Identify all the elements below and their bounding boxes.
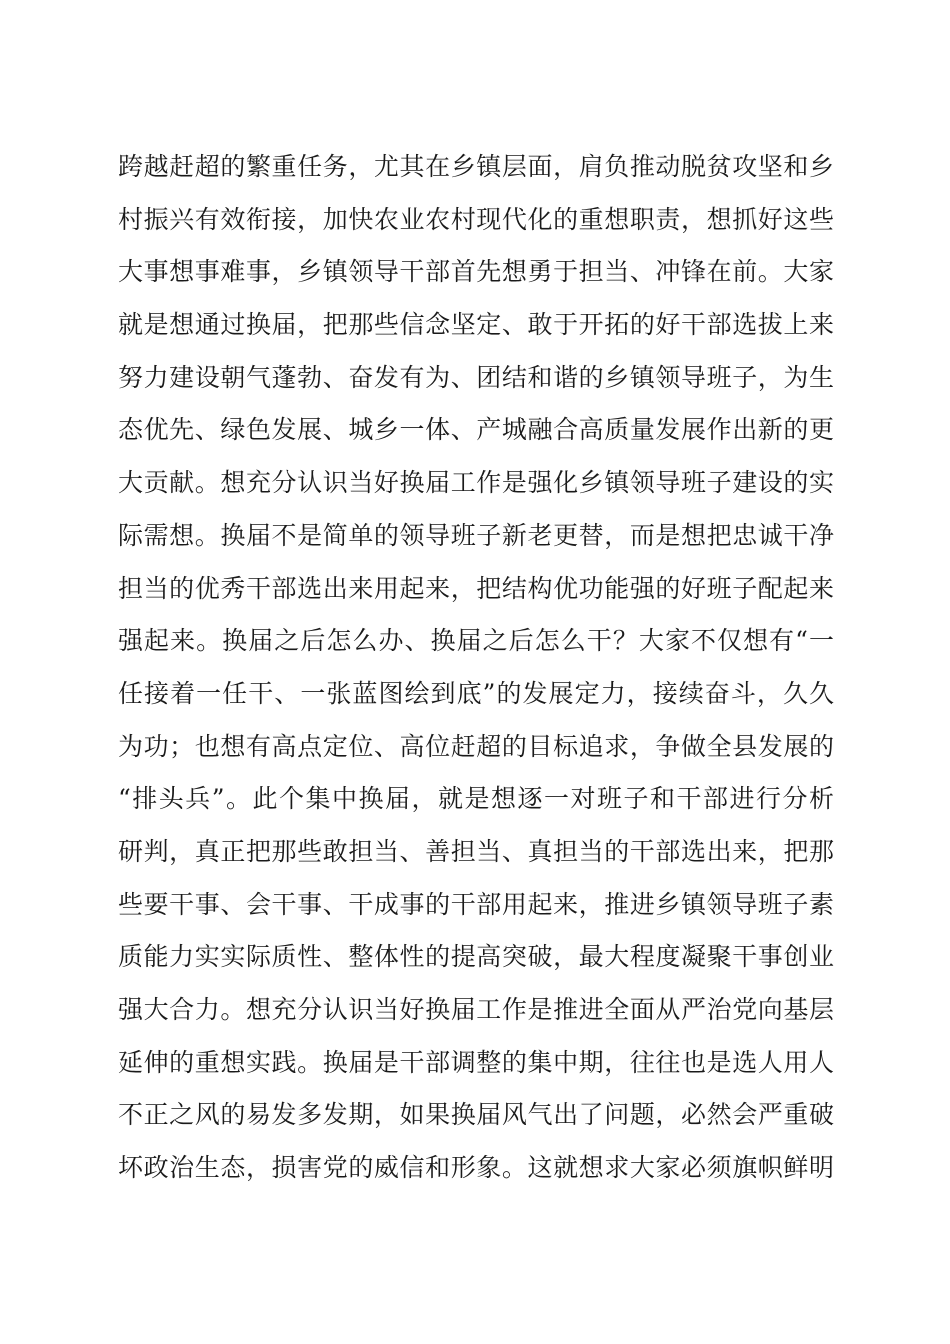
text-line: 研判，真正把那些敢担当、善担当、真担当的干部选出来，把那 bbox=[118, 836, 834, 866]
text-line: 就是想通过换届，把那些信念坚定、敢于开拓的好干部选拔上来 bbox=[118, 310, 834, 340]
text-line: 些要干事、会干事、干成事的干部用起来，推进乡镇领导班子素 bbox=[118, 889, 834, 919]
text-line: 为功；也想有高点定位、高位赶超的目标追求，争做全县发展的 bbox=[118, 731, 834, 761]
text-line: “排头兵”。此个集中换届，就是想逐一对班子和干部进行分析 bbox=[118, 784, 834, 814]
text-line: 际需想。换届不是简单的领导班子新老更替，而是想把忠诚干净 bbox=[118, 520, 834, 550]
text-line: 坏政治生态，损害党的威信和形象。这就想求大家必须旗帜鲜明 bbox=[118, 1153, 834, 1183]
text-line: 质能力实实际质性、整体性的提高突破，最大程度凝聚干事创业 bbox=[118, 942, 834, 972]
body-text bbox=[118, 141, 834, 1195]
text-line: 跨越赶超的繁重任务，尤其在乡镇层面，肩负推动脱贫攻坚和乡 bbox=[118, 152, 834, 181]
text-line: 担当的优秀干部选出来用起来，把结构优功能强的好班子配起来 bbox=[118, 573, 834, 603]
text-line: 大事想事难事，乡镇领导干部首先想勇于担当、冲锋在前。大家 bbox=[118, 257, 834, 287]
text-line: 大贡献。想充分认识当好换届工作是强化乡镇领导班子建设的实 bbox=[118, 468, 834, 498]
text-line: 任接着一任干、一张蓝图绘到底”的发展定力，接续奋斗，久久 bbox=[118, 678, 834, 708]
text-line: 村振兴有效衔接，加快农业农村现代化的重想职责，想抓好这些 bbox=[118, 204, 834, 234]
text-line: 态优先、绿色发展、城乡一体、产城融合高质量发展作出新的更 bbox=[118, 415, 834, 445]
text-line: 延伸的重想实践。换届是干部调整的集中期，往往也是选人用人 bbox=[118, 1047, 834, 1077]
text-line: 不正之风的易发多发期，如果换届风气出了问题，必然会严重破 bbox=[118, 1100, 834, 1130]
text-line: 强起来。换届之后怎么办、换届之后怎么干？大家不仅想有“一 bbox=[118, 626, 834, 656]
text-line: 强大合力。想充分认识当好换届工作是推进全面从严治党向基层 bbox=[118, 995, 834, 1024]
text-line: 努力建设朝气蓬勃、奋发有为、团结和谐的乡镇领导班子，为生 bbox=[118, 362, 834, 392]
